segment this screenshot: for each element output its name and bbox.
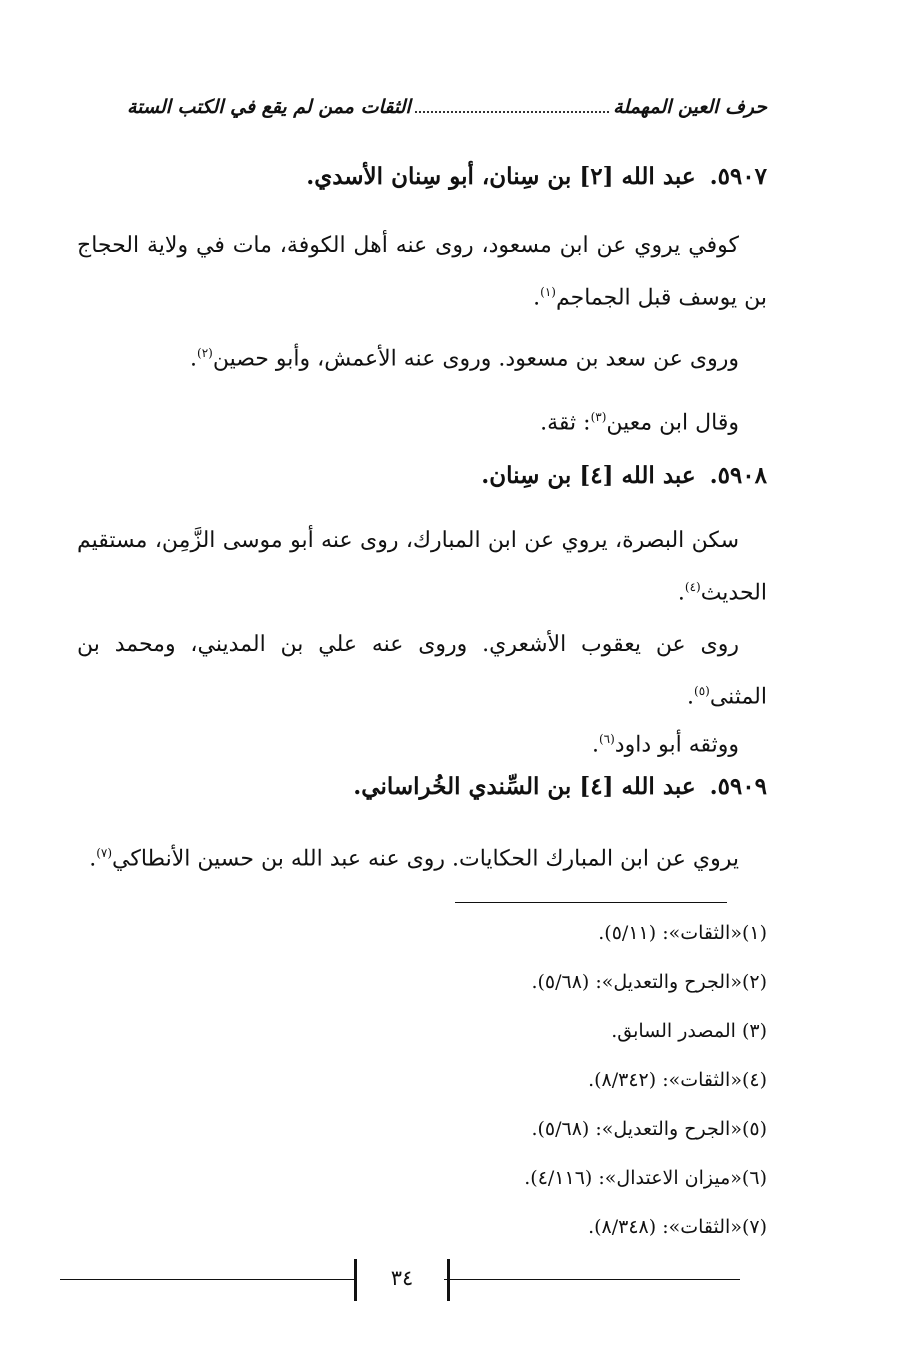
paragraph-text: وقال ابن معين — [606, 410, 739, 436]
paragraph-end: . — [687, 684, 695, 710]
entry-name: عبد الله [٢] بن سِنان، أبو سِنان الأسدي. — [306, 163, 696, 190]
paragraph-text: كوفي يروي عن ابن مسعود، روى عنه أهل الكوفة، مات في ولاية الحجاج بن يوسف قبل الجماجم — [77, 233, 767, 311]
paragraph-end: . — [677, 580, 685, 606]
entry-title-5909 — [127, 773, 767, 800]
entry-paragraph — [77, 330, 767, 382]
header-chapter: حرف العين المهملة — [613, 96, 767, 118]
paragraph-end: . — [591, 732, 599, 758]
footer-rule-right — [444, 1279, 740, 1280]
paragraph-end: . — [190, 346, 198, 372]
paragraph-text: يروي عن ابن المبارك الحكايات. روى عنه عبد الله بن حسين الأنطاكي — [112, 846, 739, 872]
entry-paragraph — [77, 621, 767, 720]
paragraph-end: : ثقة. — [540, 410, 591, 436]
footnote: (٣) المصدر السابق. — [611, 1020, 767, 1042]
paragraph-text: ووثقه أبو داود — [614, 732, 739, 758]
footnote-separator — [455, 902, 727, 903]
footnote-ref: (١) — [540, 285, 556, 299]
footnotes — [107, 918, 767, 1261]
entry-paragraph — [77, 394, 767, 446]
footnote: (٦)«ميزان الاعتدال»: (٤/١١٦). — [524, 1167, 767, 1189]
footnote: (٥)«الجرح والتعديل»: (٥/٦٨). — [531, 1118, 767, 1140]
paragraph-end: . — [533, 285, 541, 311]
footnote-ref: (٥) — [694, 684, 710, 698]
paragraph-text: روى عن يعقوب الأشعري. وروى عنه علي بن المديني، ومحمد بن المثنى — [77, 632, 767, 710]
entry-paragraph — [77, 830, 767, 882]
header-book-title: الثقات ممن لم يقع في الكتب الستة — [127, 96, 411, 118]
footnote-ref: (٤) — [684, 580, 701, 594]
header-leader-dots — [415, 103, 609, 113]
entry-paragraph — [77, 716, 767, 768]
entry-paragraph — [77, 222, 767, 321]
footnote-ref: (٦) — [598, 732, 615, 746]
footnote-ref: (٧) — [96, 846, 113, 860]
running-header — [127, 96, 767, 118]
entry-number: ٥٩٠٧. — [709, 163, 767, 190]
paragraph-end: . — [89, 846, 97, 872]
entry-title-5908 — [127, 462, 767, 489]
entry-name: عبد الله [٤] بن سِنان. — [481, 462, 696, 489]
footnote-ref: (٣) — [590, 410, 607, 424]
entry-number: ٥٩٠٩. — [709, 773, 767, 800]
footnote-ref: (٢) — [197, 346, 213, 360]
entry-number: ٥٩٠٨. — [709, 462, 767, 489]
footnote: (٤)«الثقات»: (٨/٣٤٢). — [588, 1069, 767, 1091]
entry-title-5907 — [127, 163, 767, 190]
entry-paragraph — [77, 517, 767, 616]
page-number: ٣٤ — [354, 1259, 450, 1301]
footnote: (١)«الثقات»: (٥/١١). — [598, 922, 767, 944]
footnote: (٧)«الثقات»: (٨/٣٤٨). — [588, 1216, 767, 1238]
footnote: (٢)«الجرح والتعديل»: (٥/٦٨). — [531, 971, 767, 993]
paragraph-text: سكن البصرة، يروي عن ابن المبارك، روى عنه أبو موسى الزَّمِن، مستقيم الحديث — [77, 528, 767, 606]
footer-rule-left — [60, 1279, 354, 1280]
entry-name: عبد الله [٤] بن السِّندي الخُراساني. — [353, 773, 696, 800]
paragraph-text: وروى عن سعد بن مسعود. وروى عنه الأعمش، وأبو حصين — [212, 346, 739, 372]
